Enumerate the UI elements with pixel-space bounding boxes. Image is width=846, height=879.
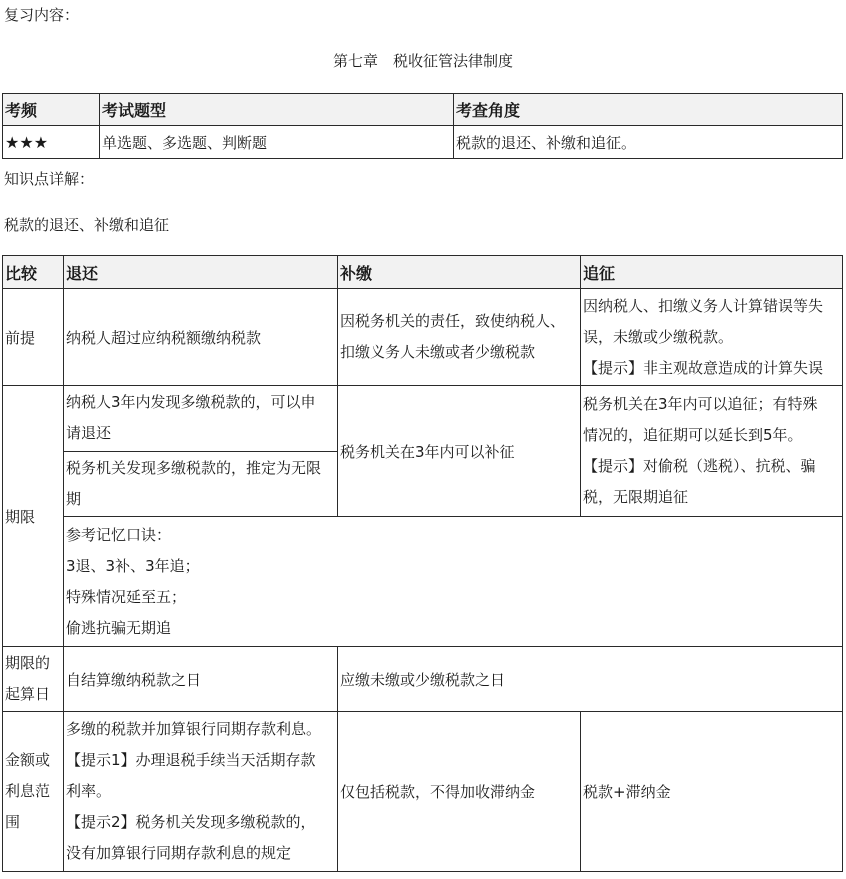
period-recover-line: 税，无限期追征 [583, 488, 689, 506]
period-recover-tip: 【提示】对偷税（逃税）、抗税、骗 [583, 457, 816, 475]
chapter-title: 第七章 税收征管法律制度 [332, 52, 513, 70]
amount-label-line: 利息范 [5, 782, 51, 800]
amount-label-line: 金额或 [5, 751, 51, 769]
premise-repay [338, 289, 581, 386]
header-question-types: 考试题型 [100, 94, 454, 126]
amount-refund [64, 712, 338, 872]
amount-label-line: 围 [5, 813, 21, 831]
start-date-label [3, 647, 64, 712]
premise-recover [581, 289, 843, 386]
period-refund-line: 税务机关发现多缴税款的，推定为无限 [66, 458, 322, 477]
amount-refund-line: 利率。 [66, 782, 112, 800]
topic-title: 税款的退还、补缴和追征 [4, 216, 170, 234]
premise-label: 前提 [3, 289, 64, 386]
intro-label: 复习内容： [4, 6, 80, 24]
details-label: 知识点详解： [4, 170, 95, 188]
start-date-label-line: 期限的 [5, 654, 51, 672]
premise-recover-line: 误，未缴或少缴税款。 [583, 327, 734, 346]
period-recover [581, 386, 843, 517]
amount-repay: 仅包括税款，不得加收滞纳金 [338, 712, 581, 872]
period-recover-line: 情况的，追征期可以延长到5年。 [583, 426, 803, 444]
premise-recover-line: 因纳税人、扣缴义务人计算错误等失 [583, 296, 824, 315]
premise-repay-line: 因税务机关的责任，致使纳税人、 [340, 312, 566, 330]
period-refund-line: 期 [66, 489, 82, 508]
header-recover: 追征 [581, 256, 843, 289]
period-refund [64, 386, 338, 517]
mnemonic-line: 特殊情况延至五； [66, 587, 187, 606]
focus-text: 税款的退还、补缴和追征。 [454, 126, 843, 159]
period-repay: 税务机关在3年内可以补征 [338, 386, 581, 517]
start-date-refund: 自结算缴纳税款之日 [64, 647, 338, 712]
mnemonic-line: 参考记忆口诀： [66, 525, 172, 544]
header-focus: 考查角度 [454, 94, 843, 126]
header-refund: 退还 [64, 256, 338, 289]
amount-label [3, 712, 64, 872]
amount-refund-tip: 【提示1】办理退税手续当天活期存款 [66, 751, 316, 769]
period-refund-line: 请退还 [66, 424, 112, 443]
period-recover-line: 税务机关在3年内可以追征；有特殊 [583, 395, 818, 413]
mnemonic-line: 偷逃抗骗无期追 [66, 618, 172, 637]
amount-recover: 税款+滞纳金 [581, 712, 843, 872]
amount-refund-line: 多缴的税款并加算银行同期存款利息。 [66, 720, 322, 738]
header-compare: 比较 [3, 256, 64, 289]
period-label: 期限 [3, 386, 64, 647]
header-frequency: 考频 [3, 94, 100, 126]
header-repay: 补缴 [338, 256, 581, 289]
amount-refund-tip: 【提示2】税务机关发现多缴税款的， [66, 813, 316, 831]
premise-repay-line: 扣缴义务人未缴或者少缴税款 [340, 343, 536, 361]
question-types: 单选题、多选题、判断题 [100, 126, 454, 159]
premise-refund: 纳税人超过应纳税额缴纳税款 [64, 289, 338, 386]
mnemonic-line: 3退、3补、3年追； [66, 556, 200, 575]
frequency-stars: ★★★ [3, 126, 100, 159]
premise-recover-tip: 【提示】非主观故意造成的计算失误 [583, 358, 824, 377]
start-date-repay-recover: 应缴未缴或少缴税款之日 [338, 647, 843, 712]
period-mnemonic [64, 517, 843, 647]
comparison-table [2, 255, 843, 872]
period-refund-line: 纳税人3年内发现多缴税款的，可以申 [66, 393, 316, 412]
start-date-label-line: 起算日 [5, 685, 51, 703]
amount-refund-line: 没有加算银行同期存款利息的规定 [66, 844, 292, 862]
summary-table [2, 93, 843, 159]
